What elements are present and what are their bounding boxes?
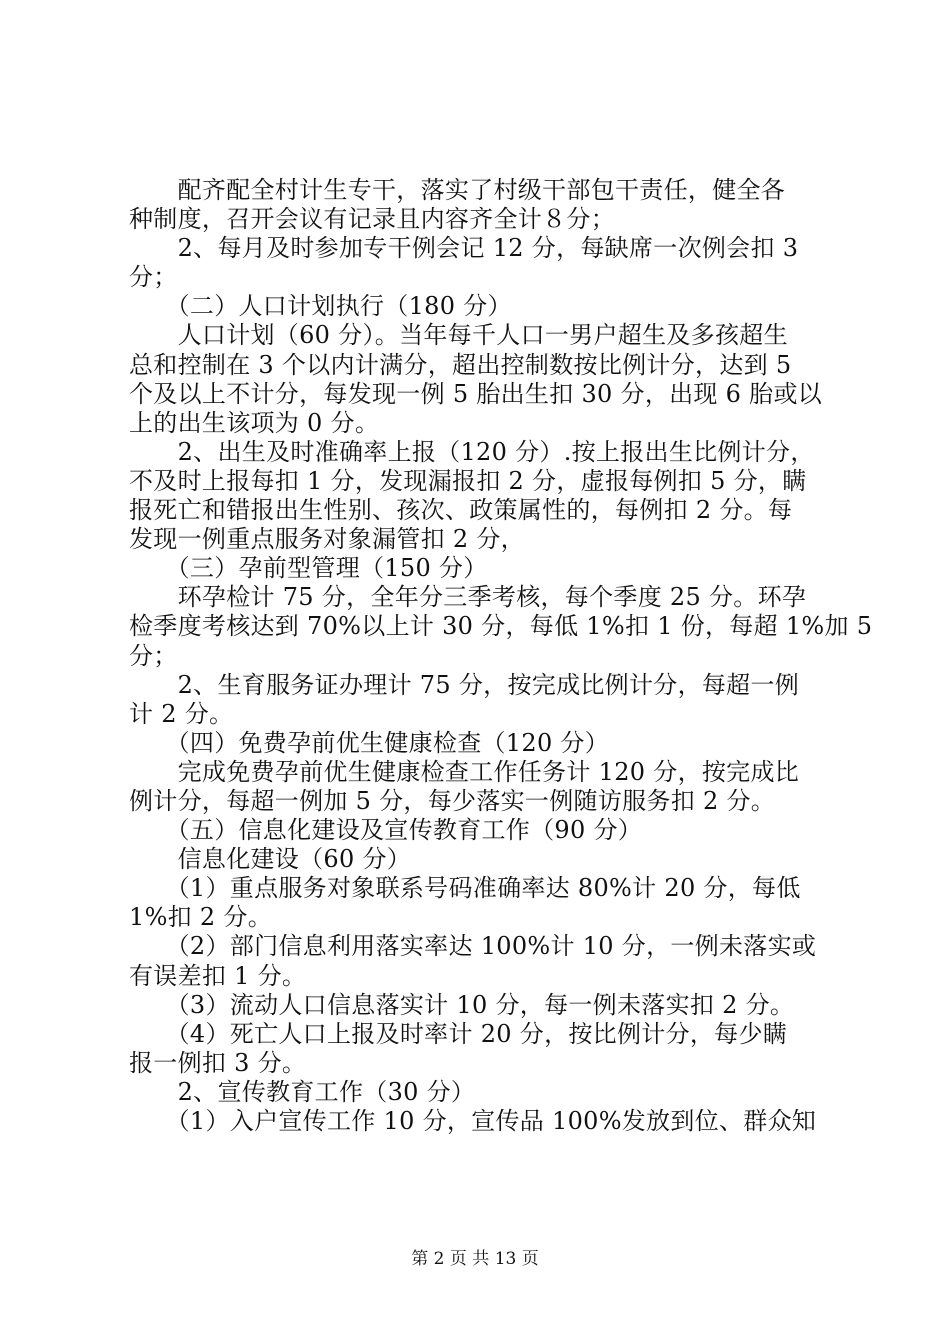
body-line: 环孕检计 75 分，全年分三季考核，每个季度 25 分。环孕	[129, 583, 807, 612]
body-line: 报死亡和错报出生性别、孩次、政策属性的，每例扣 2 分。每	[129, 496, 793, 525]
body-line: （3）流动人口信息落实计 10 分，每一例未落实扣 2 分。	[129, 990, 795, 1019]
body-line: （1）入户宣传工作 10 分，宣传品 100%发放到位、群众知	[129, 1107, 817, 1135]
body-line: 配齐配全村计生专干，落实了村级干部包干责任，健全各	[129, 176, 786, 204]
body-line: 2、生育服务证办理计 75 分，按完成比例计分，每超一例	[129, 670, 800, 699]
subsection-heading: 2、宣传教育工作（30 分）	[129, 1077, 476, 1106]
body-line: 完成免费孕前优生健康检查工作任务计 120 分，按完成比	[129, 757, 800, 786]
body-line: 2、出生及时准确率上报（120 分）.按上报出生比例计分，	[129, 437, 815, 466]
document-body	[129, 176, 873, 1136]
section-heading: （二）人口计划执行（180 分）	[129, 292, 512, 321]
body-line: 种制度，召开会议有记录且内容齐全计８分；	[129, 205, 615, 234]
body-line: 2、每月及时参加专干例会记 12 分，每缺席一次例会扣 3	[129, 234, 799, 263]
body-line: 分；	[129, 263, 178, 292]
body-line: 报一例扣 3 分。	[129, 1048, 307, 1077]
body-line: 不及时上报每扣 1 分，发现漏报扣 2 分，虚报每例扣 5 分，瞒	[129, 466, 807, 495]
body-line: 有误差扣 1 分。	[129, 961, 307, 990]
section-heading: （三）孕前型管理（150 分）	[129, 554, 488, 583]
body-line: 人口计划（60 分）。当年每千人口一男户超生及多孩超生	[129, 321, 788, 350]
body-line: （1）重点服务对象联系号码准确率达 80%计 20 分，每低	[129, 874, 801, 903]
body-line: 个及以上不计分，每发现一例 5 胎出生扣 30 分，出现 6 胎或以	[129, 379, 823, 408]
body-line: （4）死亡人口上报及时率计 20 分，按比例计分，每少瞒	[129, 1019, 788, 1048]
subsection-heading: 信息化建设（60 分）	[129, 845, 412, 874]
body-line: 检季度考核达到 70%以上计 30 分，每低 1%扣 1 份，每超 1%加 5	[129, 612, 873, 641]
section-heading: （四）免费孕前优生健康检查（120 分）	[129, 728, 610, 757]
body-line: 总和控制在 3 个以内计满分，超出控制数按比例计分，达到 5	[129, 350, 792, 379]
body-line: （2）部门信息利用落实率达 100%计 10 分，一例未落实或	[129, 932, 817, 961]
body-line: 分；	[129, 641, 178, 670]
page-number-footer: 第 2 页 共 13 页	[411, 1249, 539, 1269]
body-line: 计 2 分。	[129, 699, 234, 728]
body-line: 上的出生该项为 0 分。	[129, 408, 380, 437]
body-line: 发现一例重点服务对象漏管扣 2 分，	[129, 525, 525, 554]
body-line: 例计分，每超一例加 5 分，每少落实一例随访服务扣 2 分。	[129, 786, 776, 815]
body-line: 1%扣 2 分。	[129, 903, 273, 932]
section-heading: （五）信息化建设及宣传教育工作（90 分）	[129, 816, 643, 845]
